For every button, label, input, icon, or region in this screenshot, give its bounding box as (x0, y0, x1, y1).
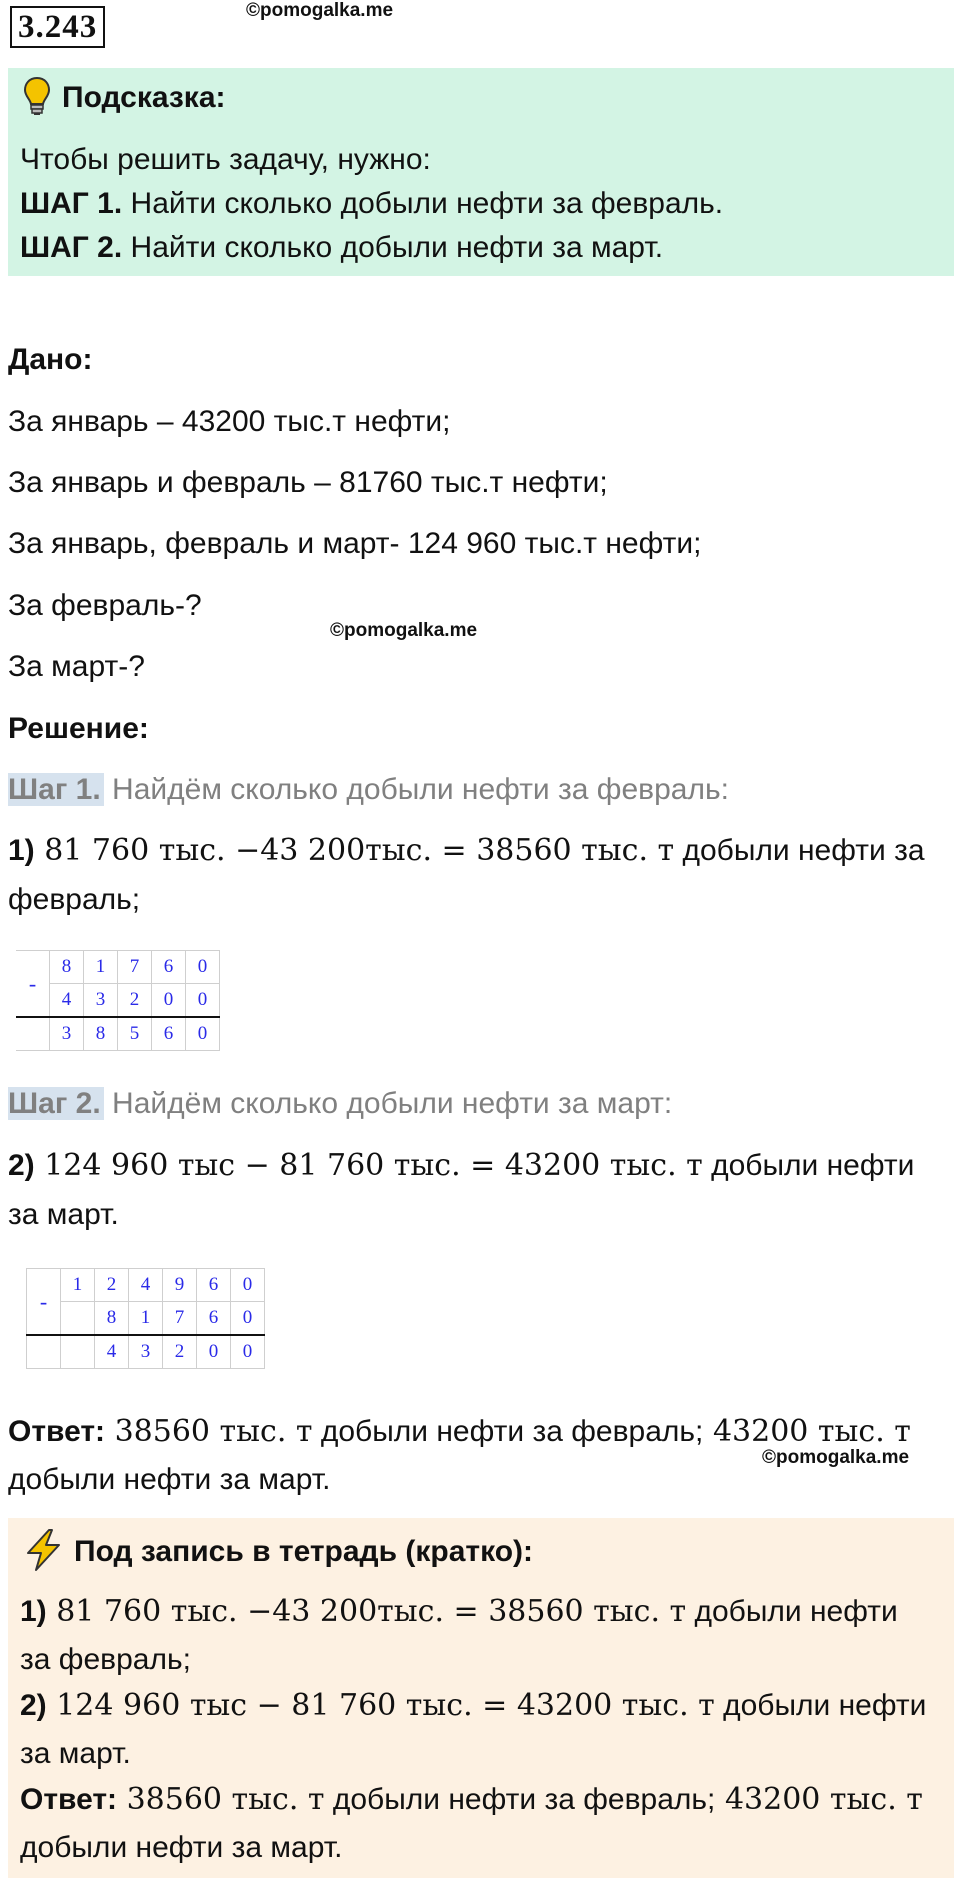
minus-sign: - (27, 1269, 61, 1336)
calc-digit: 0 (152, 984, 186, 1018)
calc-digit: 0 (231, 1269, 265, 1302)
short-math-1: 81 760 тыс. −43 200тыс. = 38560 тыс. т (46, 1594, 687, 1629)
short-line-2: за февраль; (20, 1643, 191, 1676)
short-record-box (8, 1518, 954, 1878)
step-1-math: 81 760 тыс. −43 200тыс. = 38560 тыс. т (34, 833, 675, 868)
answer-math-1: 38560 тыс. т (105, 1414, 313, 1449)
step-1-text: Найдём сколько добыли нефти за февраль: (103, 773, 729, 806)
calc-digit: 0 (186, 984, 220, 1018)
hint-box (8, 68, 954, 276)
column-subtraction-2 (26, 1268, 265, 1369)
short-line-4: за март. (20, 1737, 131, 1770)
answer-math-2: 43200 тыс. т (703, 1414, 911, 1449)
calc-digit: 8 (50, 951, 84, 984)
step-2-text: Найдём сколько добыли нефти за март: (103, 1087, 673, 1120)
short-text-3: добыли нефти (714, 1689, 927, 1722)
calc-digit: 7 (163, 1302, 197, 1336)
calc-digit: 3 (50, 1017, 84, 1051)
answer-text-1: добыли нефти за февраль; (312, 1415, 704, 1448)
lightbulb-icon (22, 76, 52, 116)
calc-digit: 1 (84, 951, 118, 984)
step-1-number: 1) (8, 834, 35, 867)
calc-digit: 6 (197, 1302, 231, 1336)
calc-digit: 9 (163, 1269, 197, 1302)
calc-empty-cell (16, 1017, 50, 1051)
hint-step-1 (20, 184, 723, 224)
step-2-math: 124 960 тыс − 81 760 тыс. = 43200 тыс. т (34, 1148, 703, 1183)
given-line: За март-? (8, 650, 145, 683)
short-answer-math-1: 38560 тыс. т (117, 1782, 325, 1817)
calc-digit: 2 (118, 984, 152, 1018)
step-1-text-after: добыли нефти за (674, 834, 925, 867)
short-title: Под запись в тетрадь (кратко): (74, 1535, 534, 1568)
calc-digit: 6 (152, 1017, 186, 1051)
short-math-2: 124 960 тыс − 81 760 тыс. = 43200 тыс. т (46, 1688, 715, 1723)
hint-title: Подсказка: (62, 81, 226, 114)
answer-line-2: добыли нефти за март. (8, 1463, 331, 1496)
calc-digit: 3 (84, 984, 118, 1018)
calc-digit: 0 (231, 1335, 265, 1369)
calc-digit (61, 1302, 95, 1336)
short-answer-label: Ответ: (20, 1783, 118, 1816)
calc-digit: 5 (118, 1017, 152, 1051)
given-line: За январь – 43200 тыс.т нефти; (8, 405, 451, 438)
short-num-2: 2) (20, 1689, 47, 1722)
answer-line (8, 1412, 911, 1452)
calc-digit: 3 (129, 1335, 163, 1369)
given-line: За февраль-? (8, 589, 202, 622)
hint-step-1-label: ШАГ 1. (20, 187, 123, 220)
calc-digit: 2 (95, 1269, 129, 1302)
calc-digit: 4 (50, 984, 84, 1018)
short-num-1: 1) (20, 1595, 47, 1628)
calc-digit: 0 (231, 1302, 265, 1336)
hint-intro: Чтобы решить задачу, нужно: (20, 143, 431, 176)
hint-step-2-label: ШАГ 2. (20, 231, 123, 264)
given-line: За январь и февраль – 81760 тыс.т нефти; (8, 466, 608, 499)
hint-step-2-text: Найти сколько добыли нефти за март. (122, 231, 664, 264)
step-1-label: Шаг 1. (8, 773, 104, 806)
calc-digit: 4 (129, 1269, 163, 1302)
step-2-equation-line2: за март. (8, 1198, 119, 1231)
short-answer-line-2: добыли нефти за март. (20, 1831, 343, 1864)
calc-digit: 6 (197, 1269, 231, 1302)
step-2-number: 2) (8, 1149, 35, 1182)
short-answer-line (20, 1780, 923, 1820)
given-title: Дано: (8, 343, 93, 376)
watermark: ©pomogalka.me (330, 620, 478, 641)
short-answer-text: добыли нефти за февраль; (324, 1783, 716, 1816)
calc-digit: 8 (84, 1017, 118, 1051)
step-1-equation-line2: февраль; (8, 883, 141, 916)
step-2-label: Шаг 2. (8, 1087, 104, 1120)
step-1-equation (8, 831, 925, 871)
watermark: ©pomogalka.me (762, 1447, 910, 1468)
problem-number: 3.243 (10, 6, 105, 48)
calc-digit: 4 (95, 1335, 129, 1369)
calc-digit (61, 1335, 95, 1369)
given-line: За январь, февраль и март- 124 960 тыс.т нефти; (8, 527, 702, 560)
column-subtraction-1 (16, 950, 220, 1051)
calc-digit: 1 (61, 1269, 95, 1302)
minus-sign: - (16, 951, 50, 1018)
hint-step-1-text: Найти сколько добыли нефти за февраль. (122, 187, 724, 220)
calc-digit: 8 (95, 1302, 129, 1336)
short-answer-math-2: 43200 тыс. т (715, 1782, 923, 1817)
step-2-heading (8, 1084, 672, 1124)
short-line-1 (20, 1592, 898, 1632)
answer-label: Ответ: (8, 1415, 106, 1448)
calc-digit: 7 (118, 951, 152, 984)
step-2-equation (8, 1146, 914, 1186)
hint-step-2 (20, 228, 663, 268)
short-line-3 (20, 1686, 926, 1726)
step-2-text-after: добыли нефти (702, 1149, 915, 1182)
step-1-heading (8, 770, 729, 810)
calc-digit: 0 (197, 1335, 231, 1369)
short-text-1: добыли нефти (686, 1595, 898, 1628)
calc-empty-cell (27, 1335, 61, 1369)
calc-digit: 0 (186, 1017, 220, 1051)
calc-digit: 0 (186, 951, 220, 984)
calc-digit: 2 (163, 1335, 197, 1369)
solution-title: Решение: (8, 712, 149, 745)
watermark: ©pomogalka.me (246, 0, 394, 21)
calc-digit: 6 (152, 951, 186, 984)
calc-digit: 1 (129, 1302, 163, 1336)
lightning-icon (22, 1528, 66, 1572)
